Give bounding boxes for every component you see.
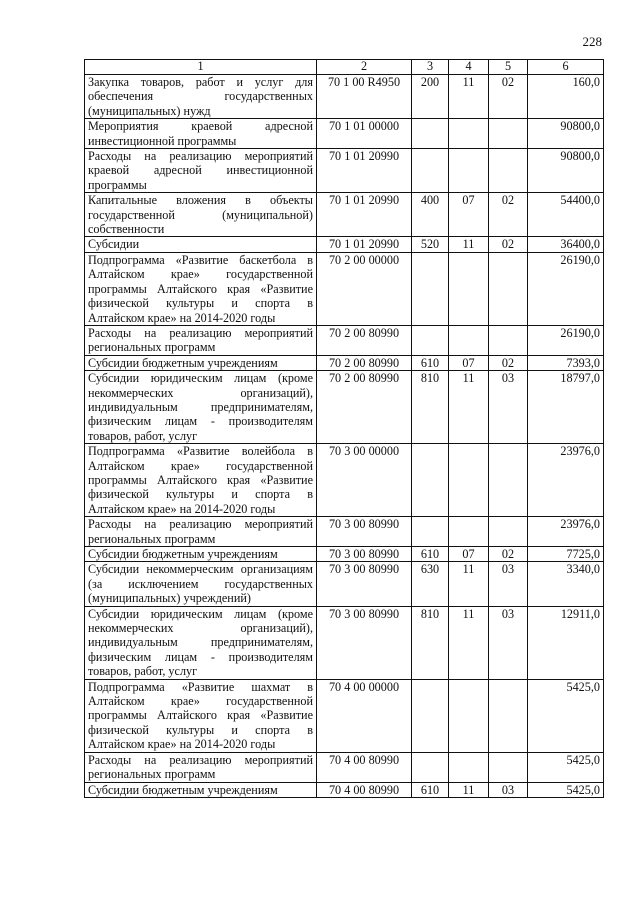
row-col5-cell: 02 xyxy=(489,237,528,252)
row-col4-cell: 11 xyxy=(449,371,489,444)
column-header: 6 xyxy=(528,60,604,75)
row-code-cell: 70 2 00 80990 xyxy=(317,371,412,444)
table-row xyxy=(85,606,604,679)
row-name-cell: Подпрограмма «Развитие волейбола в Алтайском крае» государственной программы Алтайского края «Развитие физической культуры и спорта в Алтайском крае» на 2014-2020 годы xyxy=(85,444,317,517)
row-col4-cell xyxy=(449,752,489,782)
row-col3-cell xyxy=(412,752,449,782)
column-header: 5 xyxy=(489,60,528,75)
table-row xyxy=(85,679,604,752)
row-name-cell: Субсидии бюджетным учреждениям xyxy=(85,547,317,562)
table-row xyxy=(85,325,604,355)
table-row xyxy=(85,193,604,237)
row-col5-cell xyxy=(489,679,528,752)
row-col5-cell: 03 xyxy=(489,606,528,679)
row-col5-cell: 02 xyxy=(489,193,528,237)
row-code-cell: 70 3 00 80990 xyxy=(317,562,412,606)
row-col3-cell xyxy=(412,119,449,149)
table-row xyxy=(85,562,604,606)
row-col5-cell xyxy=(489,119,528,149)
row-code-cell: 70 4 00 80990 xyxy=(317,752,412,782)
table-row xyxy=(85,517,604,547)
row-sum-cell: 90800,0 xyxy=(528,119,604,149)
row-sum-cell: 160,0 xyxy=(528,75,604,119)
row-col3-cell: 610 xyxy=(412,355,449,370)
row-col5-cell xyxy=(489,149,528,193)
row-sum-cell: 3340,0 xyxy=(528,562,604,606)
row-col5-cell xyxy=(489,517,528,547)
table-row xyxy=(85,371,604,444)
row-code-cell: 70 3 00 80990 xyxy=(317,606,412,679)
table-row xyxy=(85,444,604,517)
row-col5-cell: 03 xyxy=(489,782,528,797)
row-col5-cell: 02 xyxy=(489,355,528,370)
row-col3-cell: 610 xyxy=(412,782,449,797)
budget-table xyxy=(84,59,604,798)
row-name-cell: Закупка товаров, работ и услуг для обеспечения государственных (муниципальных) нужд xyxy=(85,75,317,119)
row-sum-cell: 7725,0 xyxy=(528,547,604,562)
row-col4-cell: 11 xyxy=(449,562,489,606)
table-header-row xyxy=(85,60,604,75)
row-col3-cell: 610 xyxy=(412,547,449,562)
column-header: 2 xyxy=(317,60,412,75)
row-code-cell: 70 1 01 00000 xyxy=(317,119,412,149)
row-sum-cell: 7393,0 xyxy=(528,355,604,370)
row-col4-cell: 07 xyxy=(449,193,489,237)
row-col5-cell xyxy=(489,252,528,325)
row-sum-cell: 23976,0 xyxy=(528,444,604,517)
row-sum-cell: 54400,0 xyxy=(528,193,604,237)
table-row xyxy=(85,355,604,370)
row-name-cell: Субсидии xyxy=(85,237,317,252)
row-sum-cell: 26190,0 xyxy=(528,252,604,325)
row-col3-cell xyxy=(412,679,449,752)
row-col4-cell: 11 xyxy=(449,75,489,119)
row-code-cell: 70 3 00 80990 xyxy=(317,547,412,562)
row-code-cell: 70 3 00 00000 xyxy=(317,444,412,517)
row-sum-cell: 36400,0 xyxy=(528,237,604,252)
row-sum-cell: 26190,0 xyxy=(528,325,604,355)
row-sum-cell: 12911,0 xyxy=(528,606,604,679)
row-col3-cell xyxy=(412,252,449,325)
table-row xyxy=(85,252,604,325)
row-col4-cell: 11 xyxy=(449,782,489,797)
row-sum-cell: 5425,0 xyxy=(528,752,604,782)
row-name-cell: Расходы на реализацию мероприятий региональных программ xyxy=(85,325,317,355)
row-code-cell: 70 4 00 80990 xyxy=(317,782,412,797)
row-col5-cell: 02 xyxy=(489,547,528,562)
row-name-cell: Расходы на реализацию мероприятий региональных программ xyxy=(85,517,317,547)
row-col5-cell: 03 xyxy=(489,371,528,444)
row-col4-cell xyxy=(449,119,489,149)
row-name-cell: Капитальные вложения в объекты государственной (муниципальной) собственности xyxy=(85,193,317,237)
table-row xyxy=(85,752,604,782)
row-code-cell: 70 4 00 00000 xyxy=(317,679,412,752)
row-col4-cell xyxy=(449,444,489,517)
row-code-cell: 70 2 00 00000 xyxy=(317,252,412,325)
row-col4-cell xyxy=(449,679,489,752)
row-col4-cell: 07 xyxy=(449,355,489,370)
row-col5-cell xyxy=(489,444,528,517)
row-col4-cell: 07 xyxy=(449,547,489,562)
row-name-cell: Субсидии бюджетным учреждениям xyxy=(85,782,317,797)
table-row xyxy=(85,149,604,193)
row-sum-cell: 5425,0 xyxy=(528,782,604,797)
row-sum-cell: 90800,0 xyxy=(528,149,604,193)
row-col3-cell: 810 xyxy=(412,371,449,444)
row-code-cell: 70 1 01 20990 xyxy=(317,149,412,193)
column-header: 1 xyxy=(85,60,317,75)
row-name-cell: Субсидии юридическим лицам (кроме некоммерческих организаций), индивидуальным предпринимателям, физическим лицам - производителям товаров, работ, услуг xyxy=(85,606,317,679)
row-code-cell: 70 1 00 R4950 xyxy=(317,75,412,119)
page-number: 228 xyxy=(582,34,602,49)
row-code-cell: 70 3 00 80990 xyxy=(317,517,412,547)
row-col4-cell xyxy=(449,252,489,325)
row-code-cell: 70 2 00 80990 xyxy=(317,325,412,355)
row-name-cell: Субсидии бюджетным учреждениям xyxy=(85,355,317,370)
row-col5-cell: 02 xyxy=(489,75,528,119)
row-col4-cell: 11 xyxy=(449,237,489,252)
row-name-cell: Мероприятия краевой адресной инвестиционной программы xyxy=(85,119,317,149)
row-col3-cell xyxy=(412,444,449,517)
row-col3-cell: 200 xyxy=(412,75,449,119)
row-name-cell: Расходы на реализацию мероприятий региональных программ xyxy=(85,752,317,782)
row-col4-cell: 11 xyxy=(449,606,489,679)
row-code-cell: 70 2 00 80990 xyxy=(317,355,412,370)
row-col3-cell: 810 xyxy=(412,606,449,679)
row-col3-cell: 630 xyxy=(412,562,449,606)
row-col3-cell xyxy=(412,325,449,355)
table-row xyxy=(85,237,604,252)
row-name-cell: Расходы на реализацию мероприятий краевой адресной инвестиционной программы xyxy=(85,149,317,193)
row-col3-cell xyxy=(412,517,449,547)
table-row xyxy=(85,547,604,562)
row-sum-cell: 23976,0 xyxy=(528,517,604,547)
row-col5-cell xyxy=(489,752,528,782)
table-row xyxy=(85,75,604,119)
row-col3-cell: 520 xyxy=(412,237,449,252)
row-code-cell: 70 1 01 20990 xyxy=(317,237,412,252)
row-sum-cell: 18797,0 xyxy=(528,371,604,444)
row-col3-cell xyxy=(412,149,449,193)
row-sum-cell: 5425,0 xyxy=(528,679,604,752)
row-col4-cell xyxy=(449,325,489,355)
row-name-cell: Подпрограмма «Развитие шахмат в Алтайском крае» государственной программы Алтайского края «Развитие физической культуры и спорта в Алтайском крае» на 2014-2020 годы xyxy=(85,679,317,752)
table-body xyxy=(85,75,604,798)
column-header: 4 xyxy=(449,60,489,75)
row-col4-cell xyxy=(449,517,489,547)
column-header: 3 xyxy=(412,60,449,75)
row-col5-cell: 03 xyxy=(489,562,528,606)
row-name-cell: Субсидии юридическим лицам (кроме некоммерческих организаций), индивидуальным предпринимателям, физическим лицам - производителям товаров, работ, услуг xyxy=(85,371,317,444)
table-row xyxy=(85,119,604,149)
row-name-cell: Подпрограмма «Развитие баскетбола в Алтайском крае» государственной программы Алтайского края «Развитие физической культуры и спорта в Алтайском крае» на 2014-2020 годы xyxy=(85,252,317,325)
row-name-cell: Субсидии некоммерческим организациям (за исключением государственных (муниципальных) учреждений) xyxy=(85,562,317,606)
table-row xyxy=(85,782,604,797)
row-col5-cell xyxy=(489,325,528,355)
row-col4-cell xyxy=(449,149,489,193)
row-code-cell: 70 1 01 20990 xyxy=(317,193,412,237)
row-col3-cell: 400 xyxy=(412,193,449,237)
